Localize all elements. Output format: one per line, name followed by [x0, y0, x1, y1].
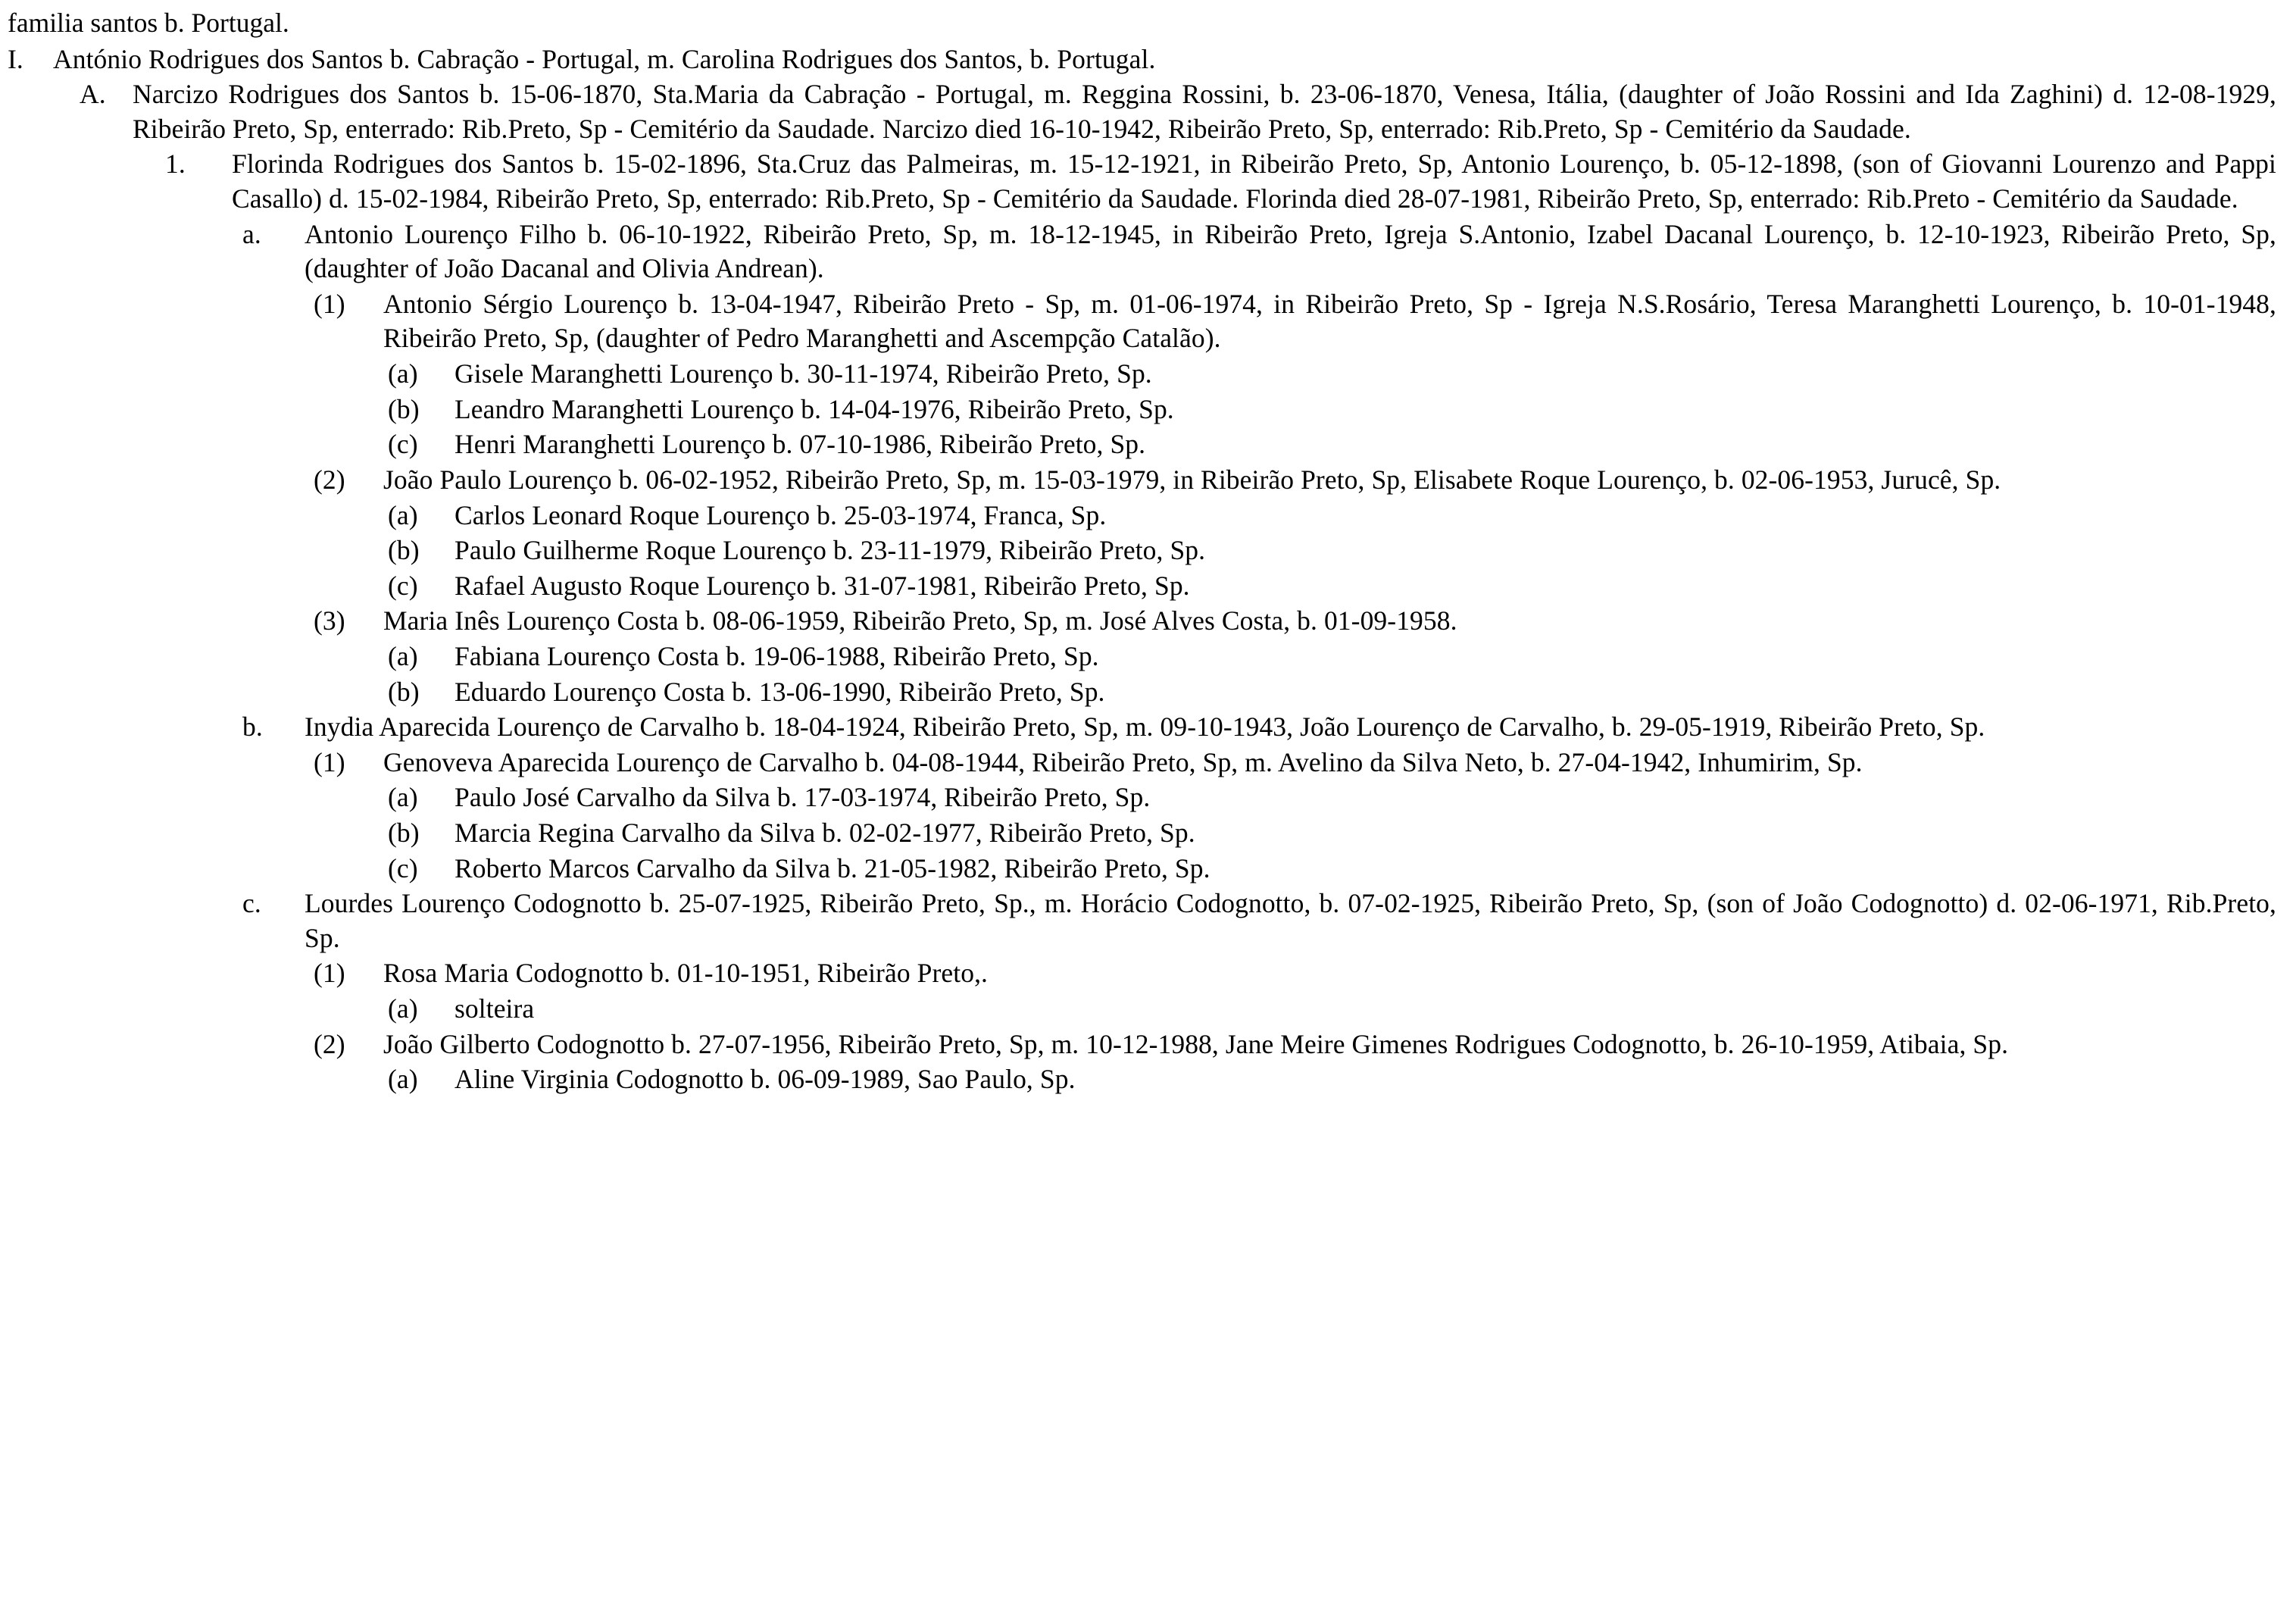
entry-label: (3) [314, 605, 345, 636]
entry-text: Roberto Marcos Carvalho da Silva b. 21-05-1982, Ribeirão Preto, Sp. [455, 852, 1210, 883]
entry-text: Paulo Guilherme Roque Lourenço b. 23-11-1979, Ribeirão Preto, Sp. [455, 535, 1206, 566]
entry-text: Aline Virginia Codognotto b. 06-09-1989, Sao Paulo, Sp. [455, 1064, 1076, 1095]
genealogy-entry [8, 675, 2279, 710]
entry-label: A. [80, 79, 106, 110]
entry-text: solteira [455, 993, 535, 1024]
entry-label: 1. [165, 149, 186, 180]
genealogy-entry [8, 1027, 2279, 1062]
entry-text: João Paulo Lourenço b. 06-02-1952, Ribeirão Preto, Sp, m. 15-03-1979, in Ribeirão Preto, Sp, Elisabete Roque Lourenço, b. 02-06-1953, Jurucê, Sp. [383, 464, 2001, 495]
entry-text: Leandro Maranghetti Lourenço b. 14-04-1976, Ribeirão Preto, Sp. [455, 393, 1174, 424]
entry-text: Genoveva Aparecida Lourenço de Carvalho b. 04-08-1944, Ribeirão Preto, Sp, m. Avelino da Silva Neto, b. 27-04-1942, Inhumirim, Sp. [383, 746, 1863, 777]
entry-label: (c) [388, 429, 418, 460]
entry-text: Florinda Rodrigues dos Santos b. 15-02-1896, Sta.Cruz das Palmeiras, m. 15-12-1921, in Ribeirão Preto, Sp, Antonio Lourenço, b. 05-12-1898, (son of Giovanni Lourenzo and Pappi Casallo) d. 15-02-1984, Ribeirão Preto, Sp, enterrado: Rib.Preto, Sp - Cemitério da Saudade. Florinda died 28-07-1981, Ribeirão Preto, Sp, enterrado: Rib.Preto - Cemitério da Saudade. [232, 149, 2276, 214]
entry-text: Fabiana Lourenço Costa b. 19-06-1988, Ribeirão Preto, Sp. [455, 640, 1099, 671]
entry-text: António Rodrigues dos Santos b. Cabração - Portugal, m. Carolina Rodrigues dos Santos, b. Portugal. [53, 43, 1156, 74]
entry-label: (a) [388, 1064, 418, 1095]
entry-text: Narcizo Rodrigues dos Santos b. 15-06-1870, Sta.Maria da Cabração - Portugal, m. Reggina Rossini, b. 23-06-1870, Venesa, Itália, (daughter of João Rossini and Ida Zaghini) d. 12-08-1929, Ribeirão Preto, Sp, enterrado: Rib.Preto, Sp - Cemitério da Saudade. Narcizo died 16-10-1942, Ribeirão Preto, Sp, enterrado: Rib.Preto, Sp - Cemitério da Saudade. [133, 79, 2276, 144]
genealogy-entry [8, 427, 2279, 462]
entry-label: (a) [388, 640, 418, 671]
entry-text: Gisele Maranghetti Lourenço b. 30-11-1974, Ribeirão Preto, Sp. [455, 358, 1152, 389]
entry-text: Marcia Regina Carvalho da Silva b. 02-02-1977, Ribeirão Preto, Sp. [455, 818, 1195, 849]
genealogy-entry [8, 746, 2279, 780]
page-heading: familia santos b. Portugal. [8, 8, 289, 38]
genealogy-entry [8, 463, 2279, 498]
entry-label: a. [242, 218, 261, 249]
entry-label: (1) [314, 746, 345, 777]
genealogy-entry [8, 287, 2279, 356]
entry-label: I. [8, 43, 23, 74]
entry-label: (a) [388, 993, 418, 1024]
genealogy-entry [8, 147, 2279, 216]
entry-label: (a) [388, 499, 418, 530]
genealogy-entry [8, 852, 2279, 887]
genealogy-entry [8, 816, 2279, 851]
entry-text: Inydia Aparecida Lourenço de Carvalho b. 18-04-1924, Ribeirão Preto, Sp, m. 09-10-1943, João Lourenço de Carvalho, b. 29-05-1919, Ribeirão Preto, Sp. [305, 711, 1985, 743]
genealogy-entry [8, 992, 2279, 1027]
genealogy-entry [8, 887, 2279, 955]
entry-text: Rafael Augusto Roque Lourenço b. 31-07-1981, Ribeirão Preto, Sp. [455, 570, 1190, 601]
genealogy-entry [8, 1062, 2279, 1097]
entry-text: Eduardo Lourenço Costa b. 13-06-1990, Ribeirão Preto, Sp. [455, 676, 1105, 707]
genealogy-entry [8, 780, 2279, 815]
entry-text: João Gilberto Codognotto b. 27-07-1956, Ribeirão Preto, Sp, m. 10-12-1988, Jane Meire Gimenes Rodrigues Codognotto, b. 26-10-1959, Atibaia, Sp. [383, 1028, 2009, 1059]
genealogy-entry [8, 499, 2279, 533]
entry-label: c. [242, 888, 261, 919]
entry-label: (c) [388, 852, 418, 883]
genealogy-entry [8, 357, 2279, 392]
entry-label: (c) [388, 570, 418, 601]
entry-label: (b) [388, 535, 420, 566]
genealogy-list [8, 42, 2279, 1097]
entry-text: Antonio Sérgio Lourenço b. 13-04-1947, Ribeirão Preto - Sp, m. 01-06-1974, in Ribeirão Preto, Sp - Igreja N.S.Rosário, Teresa Maranghetti Lourenço, b. 10-01-1948, Ribeirão Preto, Sp, (daughter of Pedro Maranghetti and Ascempção Catalão). [383, 288, 2276, 354]
entry-text: Carlos Leonard Roque Lourenço b. 25-03-1974, Franca, Sp. [455, 499, 1107, 530]
entry-text: Antonio Lourenço Filho b. 06-10-1922, Ribeirão Preto, Sp, m. 18-12-1945, in Ribeirão Preto, Igreja S.Antonio, Izabel Dacanal Lourenço, b. 12-10-1923, Ribeirão Preto, Sp, (daughter of João Dacanal and Olivia Andrean). [305, 218, 2276, 284]
entry-text: Rosa Maria Codognotto b. 01-10-1951, Ribeirão Preto,. [383, 958, 989, 989]
entry-label: (1) [314, 958, 345, 989]
entry-label: b. [242, 711, 263, 743]
entry-text: Henri Maranghetti Lourenço b. 07-10-1986, Ribeirão Preto, Sp. [455, 429, 1146, 460]
entry-label: (2) [314, 464, 345, 495]
genealogy-entry [8, 77, 2279, 146]
entry-label: (1) [314, 288, 345, 319]
entry-text: Maria Inês Lourenço Costa b. 08-06-1959, Ribeirão Preto, Sp, m. José Alves Costa, b. 01-09-1958. [383, 605, 1457, 636]
genealogy-entry [8, 392, 2279, 427]
entry-label: (b) [388, 818, 420, 849]
genealogy-entry [8, 604, 2279, 639]
entry-label: (a) [388, 782, 418, 813]
genealogy-entry [8, 533, 2279, 568]
entry-label: (b) [388, 393, 420, 424]
entry-label: (2) [314, 1028, 345, 1059]
entry-label: (b) [388, 676, 420, 707]
entry-text: Lourdes Lourenço Codognotto b. 25-07-1925, Ribeirão Preto, Sp., m. Horácio Codognotto, b. 07-02-1925, Ribeirão Preto, Sp, (son of João Codognotto) d. 02-06-1971, Rib.Preto, Sp. [305, 888, 2276, 953]
entry-text: Paulo José Carvalho da Silva b. 17-03-1974, Ribeirão Preto, Sp. [455, 782, 1151, 813]
entry-label: (a) [388, 358, 418, 389]
genealogy-entry [8, 710, 2279, 745]
genealogy-entry [8, 42, 2279, 77]
genealogy-entry [8, 569, 2279, 604]
genealogy-entry [8, 217, 2279, 286]
genealogy-entry [8, 640, 2279, 674]
genealogy-entry [8, 956, 2279, 991]
